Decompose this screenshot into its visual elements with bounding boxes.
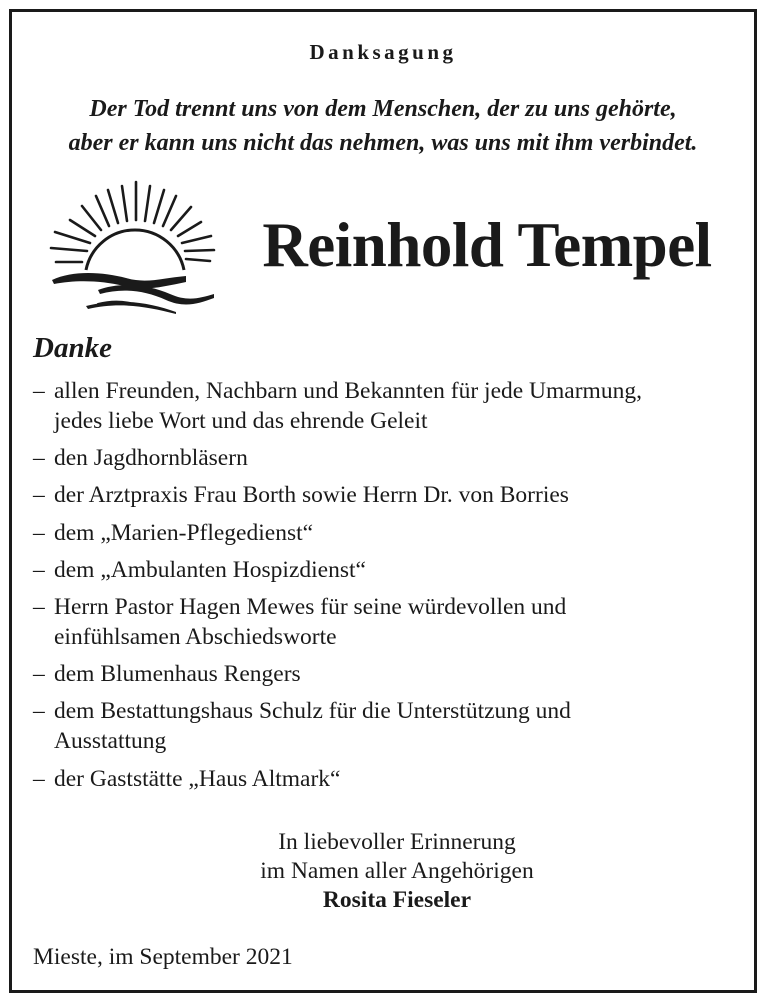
thanks-item-line: Herrn Pastor Hagen Mewes für seine würdevollen und: [54, 593, 567, 620]
thanks-list-item: [33, 555, 733, 585]
place-and-date: Mieste, im September 2021: [33, 944, 293, 970]
thanks-list-item: [33, 592, 733, 652]
thanks-list-item: [33, 764, 733, 794]
thanks-item-text: [54, 443, 733, 473]
quote-line-1: Der Tod trennt uns von dem Menschen, der zu uns gehörte,: [89, 96, 677, 122]
thanks-list-item: [33, 518, 733, 548]
closing-line-1: In liebevoller Erinnerung: [278, 829, 516, 855]
signer-name: Rosita Fieseler: [322, 887, 472, 913]
thanks-list: [33, 376, 733, 801]
thanks-list-item: [33, 443, 733, 473]
closing-line-2: im Namen aller Angehörigen: [260, 858, 534, 884]
thanks-item-line: jedes liebe Wort und das ehrende Geleit: [54, 408, 428, 434]
thanks-item-line: der Arztpraxis Frau Borth sowie Herrn Dr. von Borries: [54, 482, 569, 509]
thanks-item-text: [54, 696, 733, 756]
list-dash: –: [33, 378, 45, 404]
sunset-over-hills-icon: [38, 170, 218, 315]
deceased-name: Reinhold Tempel: [262, 210, 712, 280]
thanks-list-item: [33, 659, 733, 689]
closing-block: [227, 828, 567, 915]
list-dash: –: [33, 593, 45, 620]
thanks-item-line: dem „Ambulanten Hospizdienst“: [54, 556, 366, 583]
thanks-item-text: [54, 376, 733, 436]
list-dash: –: [33, 445, 45, 472]
thanks-list-item: [33, 480, 733, 510]
list-dash: –: [33, 519, 45, 546]
thanks-list-item: [33, 696, 733, 756]
list-dash: –: [33, 765, 45, 792]
thanks-item-line: dem „Marien-Pflegedienst“: [54, 519, 314, 546]
memorial-quote: [12, 92, 754, 160]
list-dash: –: [33, 482, 45, 509]
list-dash: –: [33, 698, 45, 725]
thanks-item-text: [54, 518, 733, 548]
quote-line-2: aber er kann uns nicht das nehmen, was uns mit ihm verbindet.: [68, 130, 698, 156]
thanks-item-text: [54, 659, 733, 689]
thanks-item-line: allen Freunden, Nachbarn und Bekannten für jede Umarmung,: [54, 378, 642, 404]
thanks-item-text: [54, 480, 733, 510]
thanks-item-line: dem Blumenhaus Rengers: [54, 661, 301, 688]
thanks-item-text: [54, 592, 733, 652]
thanks-item-text: [54, 764, 733, 794]
thanks-item-line: den Jagdhornbläsern: [54, 445, 248, 472]
thanks-item-line: Ausstattung: [54, 728, 167, 755]
list-dash: –: [33, 661, 45, 688]
notice-heading: Danksagung: [309, 40, 457, 64]
thanks-item-line: der Gaststätte „Haus Altmark“: [54, 765, 341, 792]
thanks-item-line: dem Bestattungshaus Schulz für die Unterstützung und: [54, 698, 571, 725]
thanks-title: Danke: [33, 332, 112, 364]
thanks-item-line: einfühlsamen Abschiedsworte: [54, 623, 337, 650]
list-dash: –: [33, 556, 45, 583]
thanks-list-item: [33, 376, 733, 436]
death-notice-frame: [9, 9, 757, 993]
thanks-item-text: [54, 555, 733, 585]
